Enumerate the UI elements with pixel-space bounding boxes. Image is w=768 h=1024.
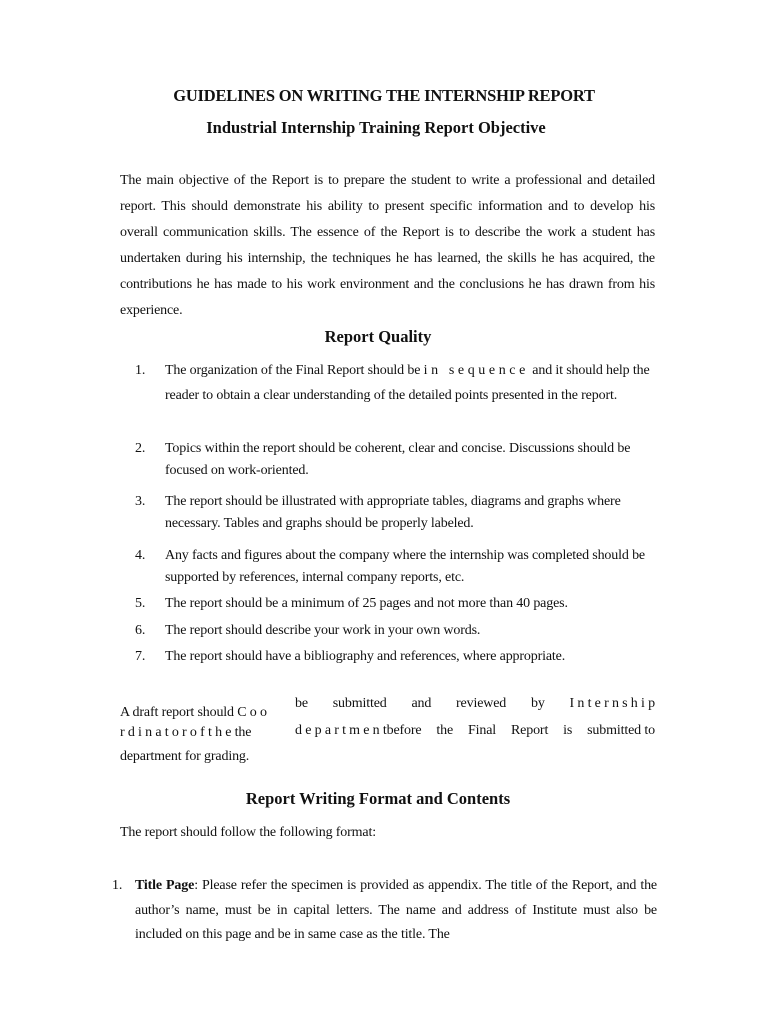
- list-item-spaced-text: in sequence: [423, 363, 529, 378]
- report-quality-heading: Report Quality: [324, 327, 432, 346]
- format-item-label: Title Page: [135, 878, 195, 893]
- document-title: GUIDELINES ON WRITING THE INTERNSHIP REPORT: [173, 86, 595, 105]
- list-item-text: The report should describe your work in your own words.: [165, 622, 481, 638]
- format-item-text: : Please refer the specimen is provided as appendix. The title of the Report, and the author’s name, must be in capital letters. The name and address of Institute must also be included on this page and be in same case as the title. The: [135, 878, 657, 942]
- report-quality-list: [120, 358, 656, 673]
- draft-line-right: [295, 718, 655, 744]
- format-intro: The report should follow the following format:: [120, 825, 376, 840]
- list-item-text: Topics within the report should be coherent, clear and concise. Discussions should be focused on work-oriented.: [165, 441, 631, 478]
- list-item-text: and it should help the reader to obtain a clear understanding of the detailed points presented in the report.: [165, 363, 650, 403]
- draft-word: Report: [510, 723, 549, 738]
- draft-word: I n t e r n s h i p: [569, 696, 655, 711]
- list-item: [120, 620, 656, 647]
- list-item: [120, 646, 656, 673]
- draft-line-left: A draft report should C o o: [120, 705, 267, 720]
- objective-paragraph: The main objective of the Report is to prepare the student to write a professional and detailed report. This should demonstrate his ability to present specific information and to develop his overall communication skills. The essence of the Report is to describe the work a student has undertaken during his internship, the techniques he has learned, the skills he has acquired, the contributions he has made to his work environment and the conclusions he has drawn from his experience.: [120, 173, 655, 318]
- format-section-heading: Report Writing Format and Contents: [245, 789, 511, 808]
- list-item-text: The report should be illustrated with appropriate tables, diagrams and graphs where necessary. Tables and graphs should be properly labeled.: [165, 494, 621, 531]
- draft-word: the: [436, 723, 454, 738]
- list-item-number: 1.: [135, 363, 146, 378]
- format-item-title-page: [112, 874, 657, 948]
- list-item-text: The report should be a minimum of 25 pages and not more than 40 pages.: [165, 596, 568, 611]
- list-item-number: 3.: [135, 494, 146, 509]
- list-item-text: The organization of the Final Report should be: [165, 363, 424, 378]
- draft-line: department for grading.: [120, 749, 250, 764]
- list-item: [120, 491, 656, 545]
- format-item-number: 1.: [112, 878, 123, 893]
- list-item-text: The report should have a bibliography and references, where appropriate.: [165, 649, 566, 664]
- draft-line-right: [295, 691, 655, 717]
- list-item-number: 6.: [135, 622, 146, 638]
- draft-word: be: [295, 696, 308, 711]
- list-item-number: 4.: [135, 548, 146, 563]
- list-item-number: 2.: [135, 441, 146, 456]
- list-item: [120, 358, 656, 438]
- list-item-text: Any facts and figures about the company where the internship was completed should be supported by references, internal company reports, etc.: [165, 548, 645, 585]
- list-item-number: 5.: [135, 596, 146, 611]
- draft-word: is: [563, 723, 573, 738]
- draft-word: Final: [468, 723, 497, 738]
- draft-word: and: [411, 696, 432, 711]
- draft-word: reviewed: [456, 696, 507, 711]
- draft-word: by: [530, 696, 545, 711]
- list-item: [120, 438, 656, 491]
- draft-word: d e p a r t m e n tbefore: [295, 723, 422, 738]
- list-item-number: 7.: [135, 649, 146, 664]
- format-item-body: [135, 874, 657, 948]
- list-item: [120, 593, 656, 620]
- draft-paragraph: [120, 697, 655, 775]
- document-subtitle: Industrial Internship Training Report Objective: [206, 118, 546, 137]
- list-item: [120, 545, 656, 593]
- draft-word: submitted to: [587, 723, 655, 738]
- draft-line-left: r d i n a t o r o f t h e the: [120, 725, 252, 740]
- draft-word: submitted: [332, 696, 387, 711]
